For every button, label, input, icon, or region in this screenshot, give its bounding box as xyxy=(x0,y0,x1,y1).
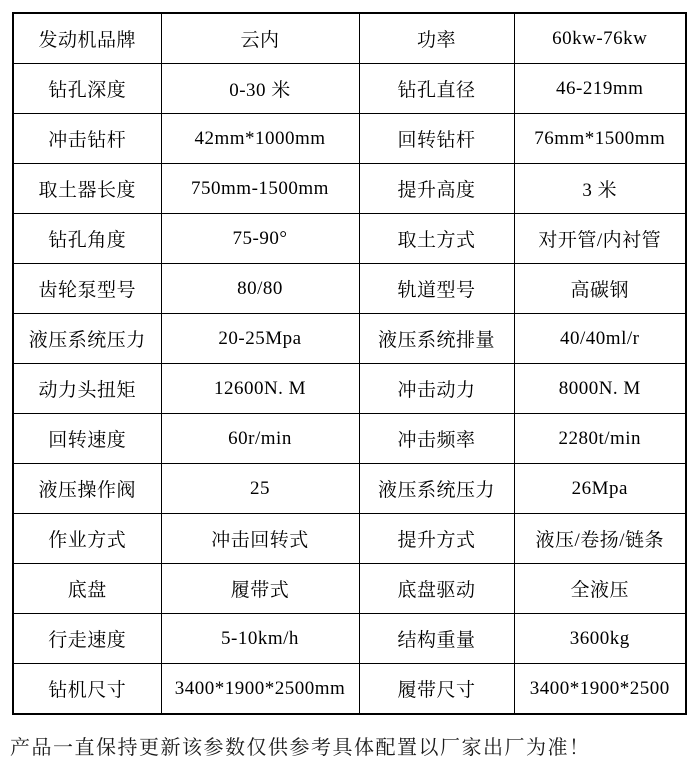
spec-label: 功率 xyxy=(359,13,514,64)
spec-value: 46-219mm xyxy=(514,64,686,114)
spec-value: 对开管/内衬管 xyxy=(514,214,686,264)
spec-label: 动力头扭矩 xyxy=(13,364,161,414)
spec-label: 结构重量 xyxy=(359,614,514,664)
spec-label: 发动机品牌 xyxy=(13,13,161,64)
spec-value: 60kw-76kw xyxy=(514,13,686,64)
disclaimer-text: 产品一直保持更新该参数仅供参考具体配置以厂家出厂为准！ xyxy=(10,737,591,759)
table-row xyxy=(13,314,686,364)
spec-value: 5-10km/h xyxy=(161,614,359,664)
spec-value: 75-90° xyxy=(161,214,359,264)
spec-label: 回转速度 xyxy=(13,414,161,464)
spec-value: 0-30 米 xyxy=(161,64,359,114)
table-row xyxy=(13,64,686,114)
spec-label: 液压系统压力 xyxy=(359,464,514,514)
table-row xyxy=(13,214,686,264)
spec-label: 轨道型号 xyxy=(359,264,514,314)
spec-label: 提升高度 xyxy=(359,164,514,214)
spec-label: 钻孔深度 xyxy=(13,64,161,114)
spec-label: 提升方式 xyxy=(359,514,514,564)
spec-label: 液压系统压力 xyxy=(13,314,161,364)
spec-value: 履带式 xyxy=(161,564,359,614)
spec-value: 80/80 xyxy=(161,264,359,314)
spec-value: 8000N. M xyxy=(514,364,686,414)
spec-label: 底盘驱动 xyxy=(359,564,514,614)
spec-label: 取土方式 xyxy=(359,214,514,264)
spec-value: 60r/min xyxy=(161,414,359,464)
spec-value: 冲击回转式 xyxy=(161,514,359,564)
spec-value: 25 xyxy=(161,464,359,514)
spec-label: 齿轮泵型号 xyxy=(13,264,161,314)
table-row xyxy=(13,664,686,715)
spec-label: 钻孔直径 xyxy=(359,64,514,114)
spec-label: 液压操作阀 xyxy=(13,464,161,514)
spec-value: 2280t/min xyxy=(514,414,686,464)
spec-label: 冲击钻杆 xyxy=(13,114,161,164)
spec-value: 750mm-1500mm xyxy=(161,164,359,214)
spec-value: 云内 xyxy=(161,13,359,64)
spec-value: 40/40ml/r xyxy=(514,314,686,364)
table-row xyxy=(13,564,686,614)
spec-value: 液压/卷扬/链条 xyxy=(514,514,686,564)
spec-value: 3 米 xyxy=(514,164,686,214)
spec-label: 冲击动力 xyxy=(359,364,514,414)
table-row xyxy=(13,464,686,514)
spec-label: 钻机尺寸 xyxy=(13,664,161,715)
spec-value: 3600kg xyxy=(514,614,686,664)
spec-label: 作业方式 xyxy=(13,514,161,564)
table-row xyxy=(13,13,686,64)
spec-label: 冲击频率 xyxy=(359,414,514,464)
spec-label: 底盘 xyxy=(13,564,161,614)
spec-label: 液压系统排量 xyxy=(359,314,514,364)
spec-label: 取土器长度 xyxy=(13,164,161,214)
spec-value: 高碳钢 xyxy=(514,264,686,314)
spec-table xyxy=(12,12,687,715)
table-row xyxy=(13,364,686,414)
table-row xyxy=(13,614,686,664)
spec-value: 20-25Mpa xyxy=(161,314,359,364)
spec-value: 26Mpa xyxy=(514,464,686,514)
spec-value: 76mm*1500mm xyxy=(514,114,686,164)
spec-label: 钻孔角度 xyxy=(13,214,161,264)
table-row xyxy=(13,514,686,564)
spec-value: 3400*1900*2500 xyxy=(514,664,686,715)
spec-value: 12600N. M xyxy=(161,364,359,414)
spec-label: 行走速度 xyxy=(13,614,161,664)
table-row xyxy=(13,114,686,164)
spec-value: 42mm*1000mm xyxy=(161,114,359,164)
table-row xyxy=(13,414,686,464)
spec-value: 全液压 xyxy=(514,564,686,614)
spec-label: 回转钻杆 xyxy=(359,114,514,164)
spec-label: 履带尺寸 xyxy=(359,664,514,715)
spec-value: 3400*1900*2500mm xyxy=(161,664,359,715)
table-row xyxy=(13,264,686,314)
table-row xyxy=(13,164,686,214)
